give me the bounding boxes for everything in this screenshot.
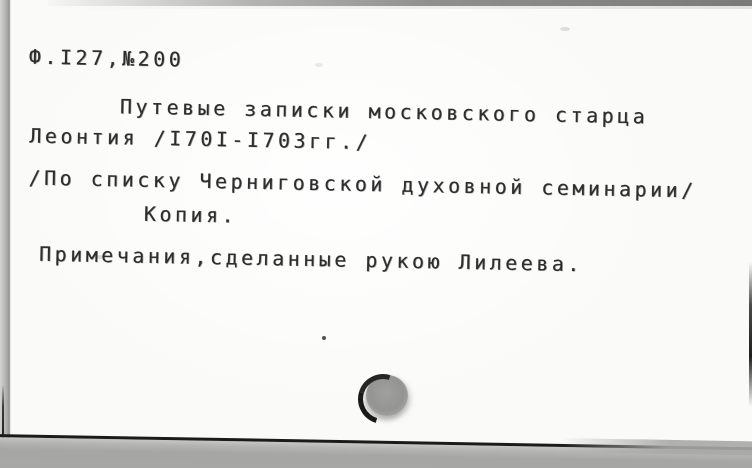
- punch-hole: [358, 372, 412, 422]
- fond-number: Ф.I27,№200: [28, 44, 185, 72]
- source-note: /По списку Черниговской духовной семинарии/: [28, 165, 697, 203]
- copy-note: Копия.: [143, 201, 238, 228]
- title-line-2: Леонтия /I70I-I703гг./: [29, 123, 372, 155]
- remarks-note: Примечания,сделанные рукою Лилеева.: [38, 241, 584, 277]
- title-line-1: Путевые записки московского старца: [119, 94, 649, 129]
